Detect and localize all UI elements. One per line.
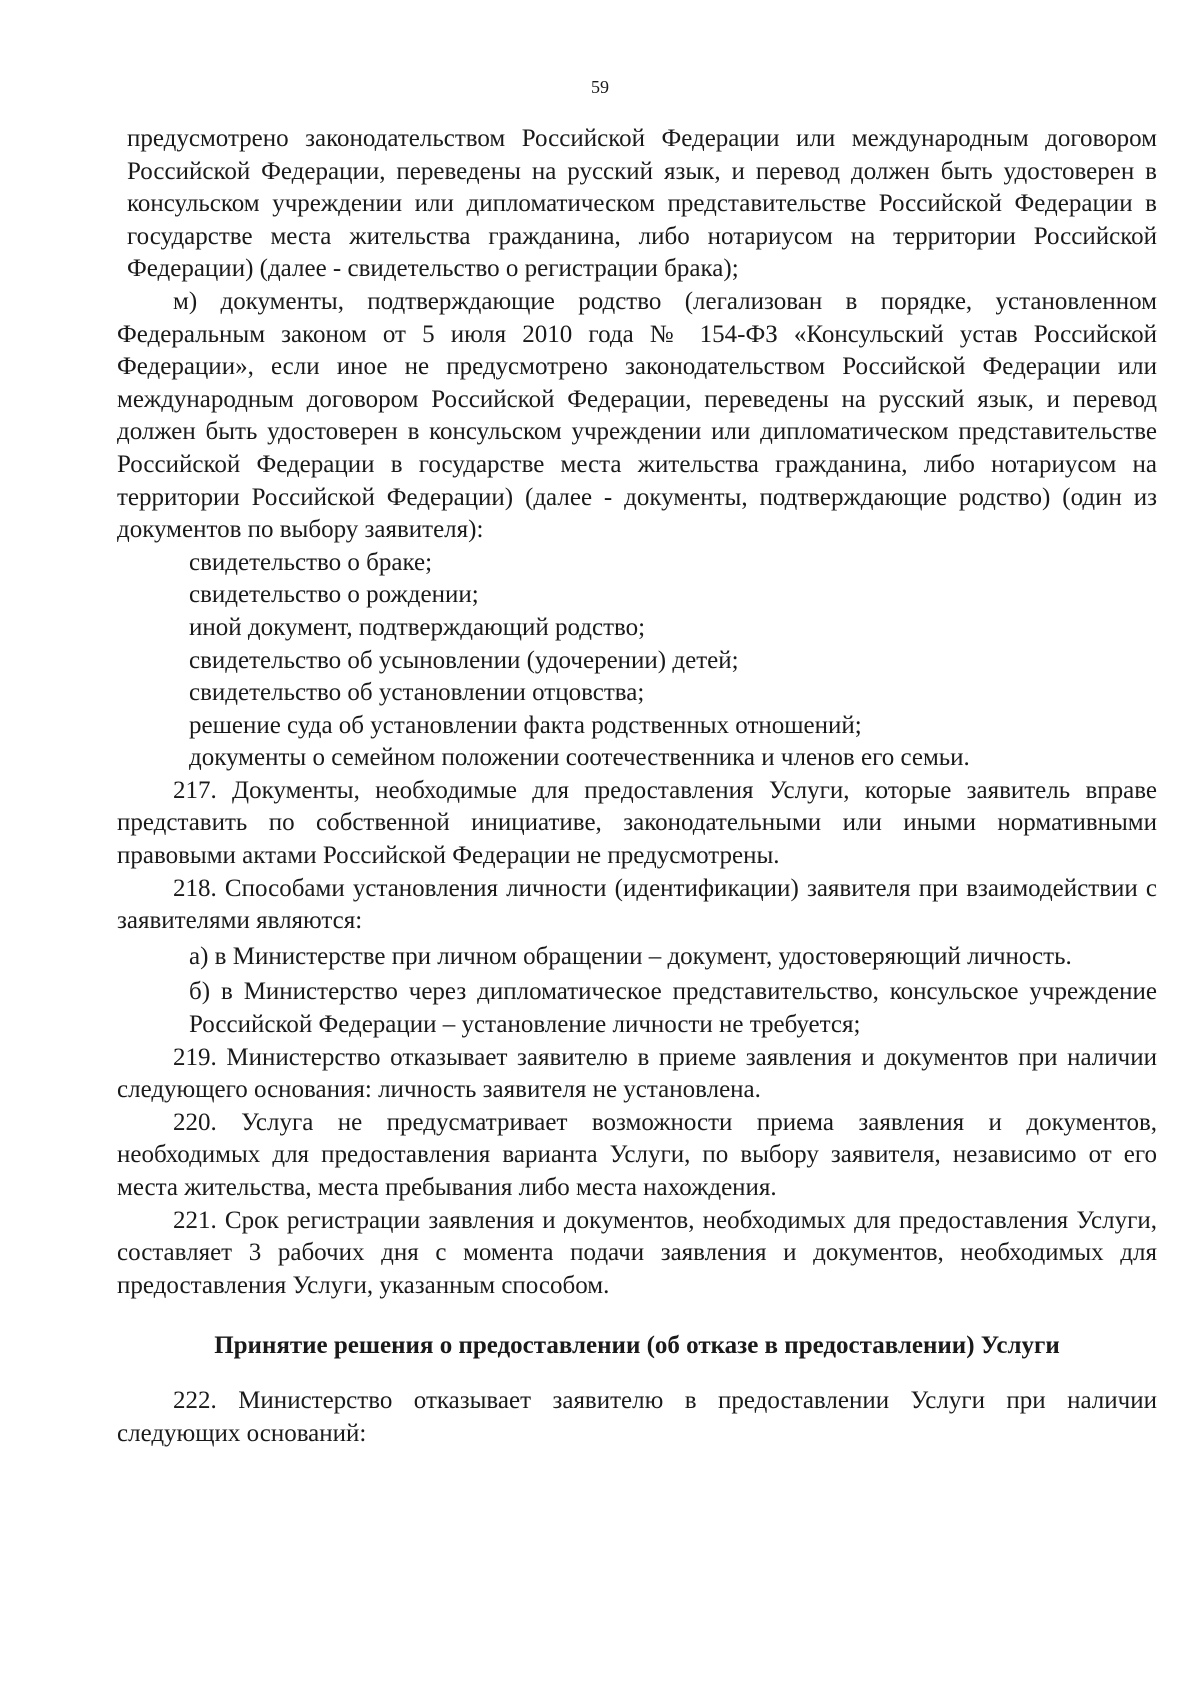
paragraph-218-a: а) в Министерстве при личном обращении – документ, удостоверяющий личность. — [189, 942, 1072, 970]
paragraph-218-b: б) в Министерство через дипломатическое представительство, консульское учреждение Российской Федерации – установление личности не требуется; — [189, 978, 1157, 1039]
paragraph-m: м) документы, подтверждающие родство (легализован в порядке, установленном Федеральным законом от 5 июля 2010 года № 154-ФЗ «Консульский устав Российской Федерации», если иное не предусмотрено законодательством Российской Федерации или международным договором Российской Федерации, переведены на русский язык, и перевод должен быть удостоверен в консульском учреждении или дипломатическом представительстве Российской Федерации в государстве места жительства гражданина, либо нотариусом на территории Российской Федерации) (далее - документы, подтверждающие родство) (один из документов по выбору заявителя): — [117, 287, 1157, 544]
paragraph-220: 220. Услуга не предусматривает возможности приема заявления и документов, необходимых для предоставления варианта Услуги, по выбору заявителя, независимо от его места жительства, места пребывания либо места нахождения. — [117, 1108, 1157, 1201]
list-item: свидетельство об установлении отцовства; — [189, 679, 645, 707]
list-item: иной документ, подтверждающий родство; — [189, 613, 646, 641]
document-body — [117, 123, 1157, 1450]
list-item: решение суда об установлении факта родственных отношений; — [189, 711, 862, 739]
paragraph-219: 219. Министерство отказывает заявителю в приеме заявления и документов при наличии следующего основания: личность заявителя не установлена. — [117, 1043, 1157, 1104]
page-number: 59 — [591, 77, 609, 97]
list-item: документы о семейном положении соотечественника и членов его семьи. — [189, 744, 970, 772]
list-item: свидетельство о браке; — [189, 548, 433, 576]
list-item: свидетельство об усыновлении (удочерении) детей; — [189, 646, 739, 674]
document-list — [117, 547, 1157, 775]
paragraph-217: 217. Документы, необходимые для предоставления Услуги, которые заявитель вправе представить по собственной инициативе, законодательными или иными нормативными правовыми актами Российской Федерации не предусмотрены. — [117, 776, 1157, 870]
paragraph-218: 218. Способами установления личности (идентификации) заявителя при взаимодействии с заявителями являются: — [117, 874, 1157, 935]
paragraph-continuation: предусмотрено законодательством Российской Федерации или международным договором Российской Федерации, переведены на русский язык, и перевод должен быть удостоверен в консульском учреждении или дипломатическом представительстве Российской Федерации в государстве места жительства гражданина, либо нотариусом на территории Российской Федерации) (далее - свидетельство о регистрации брака); — [127, 125, 1157, 283]
list-item: свидетельство о рождении; — [189, 581, 479, 609]
paragraph-222: 222. Министерство отказывает заявителю в предоставлении Услуги при наличии следующих оснований: — [117, 1386, 1157, 1447]
section-heading: Принятие решения о предоставлении (об отказе в предоставлении) Услуги — [214, 1332, 1060, 1360]
paragraph-221: 221. Срок регистрации заявления и документов, необходимых для предоставления Услуги, составляет 3 рабочих дня с момента подачи заявления и документов, необходимых для предоставления Услуги, указанным способом. — [117, 1206, 1157, 1299]
